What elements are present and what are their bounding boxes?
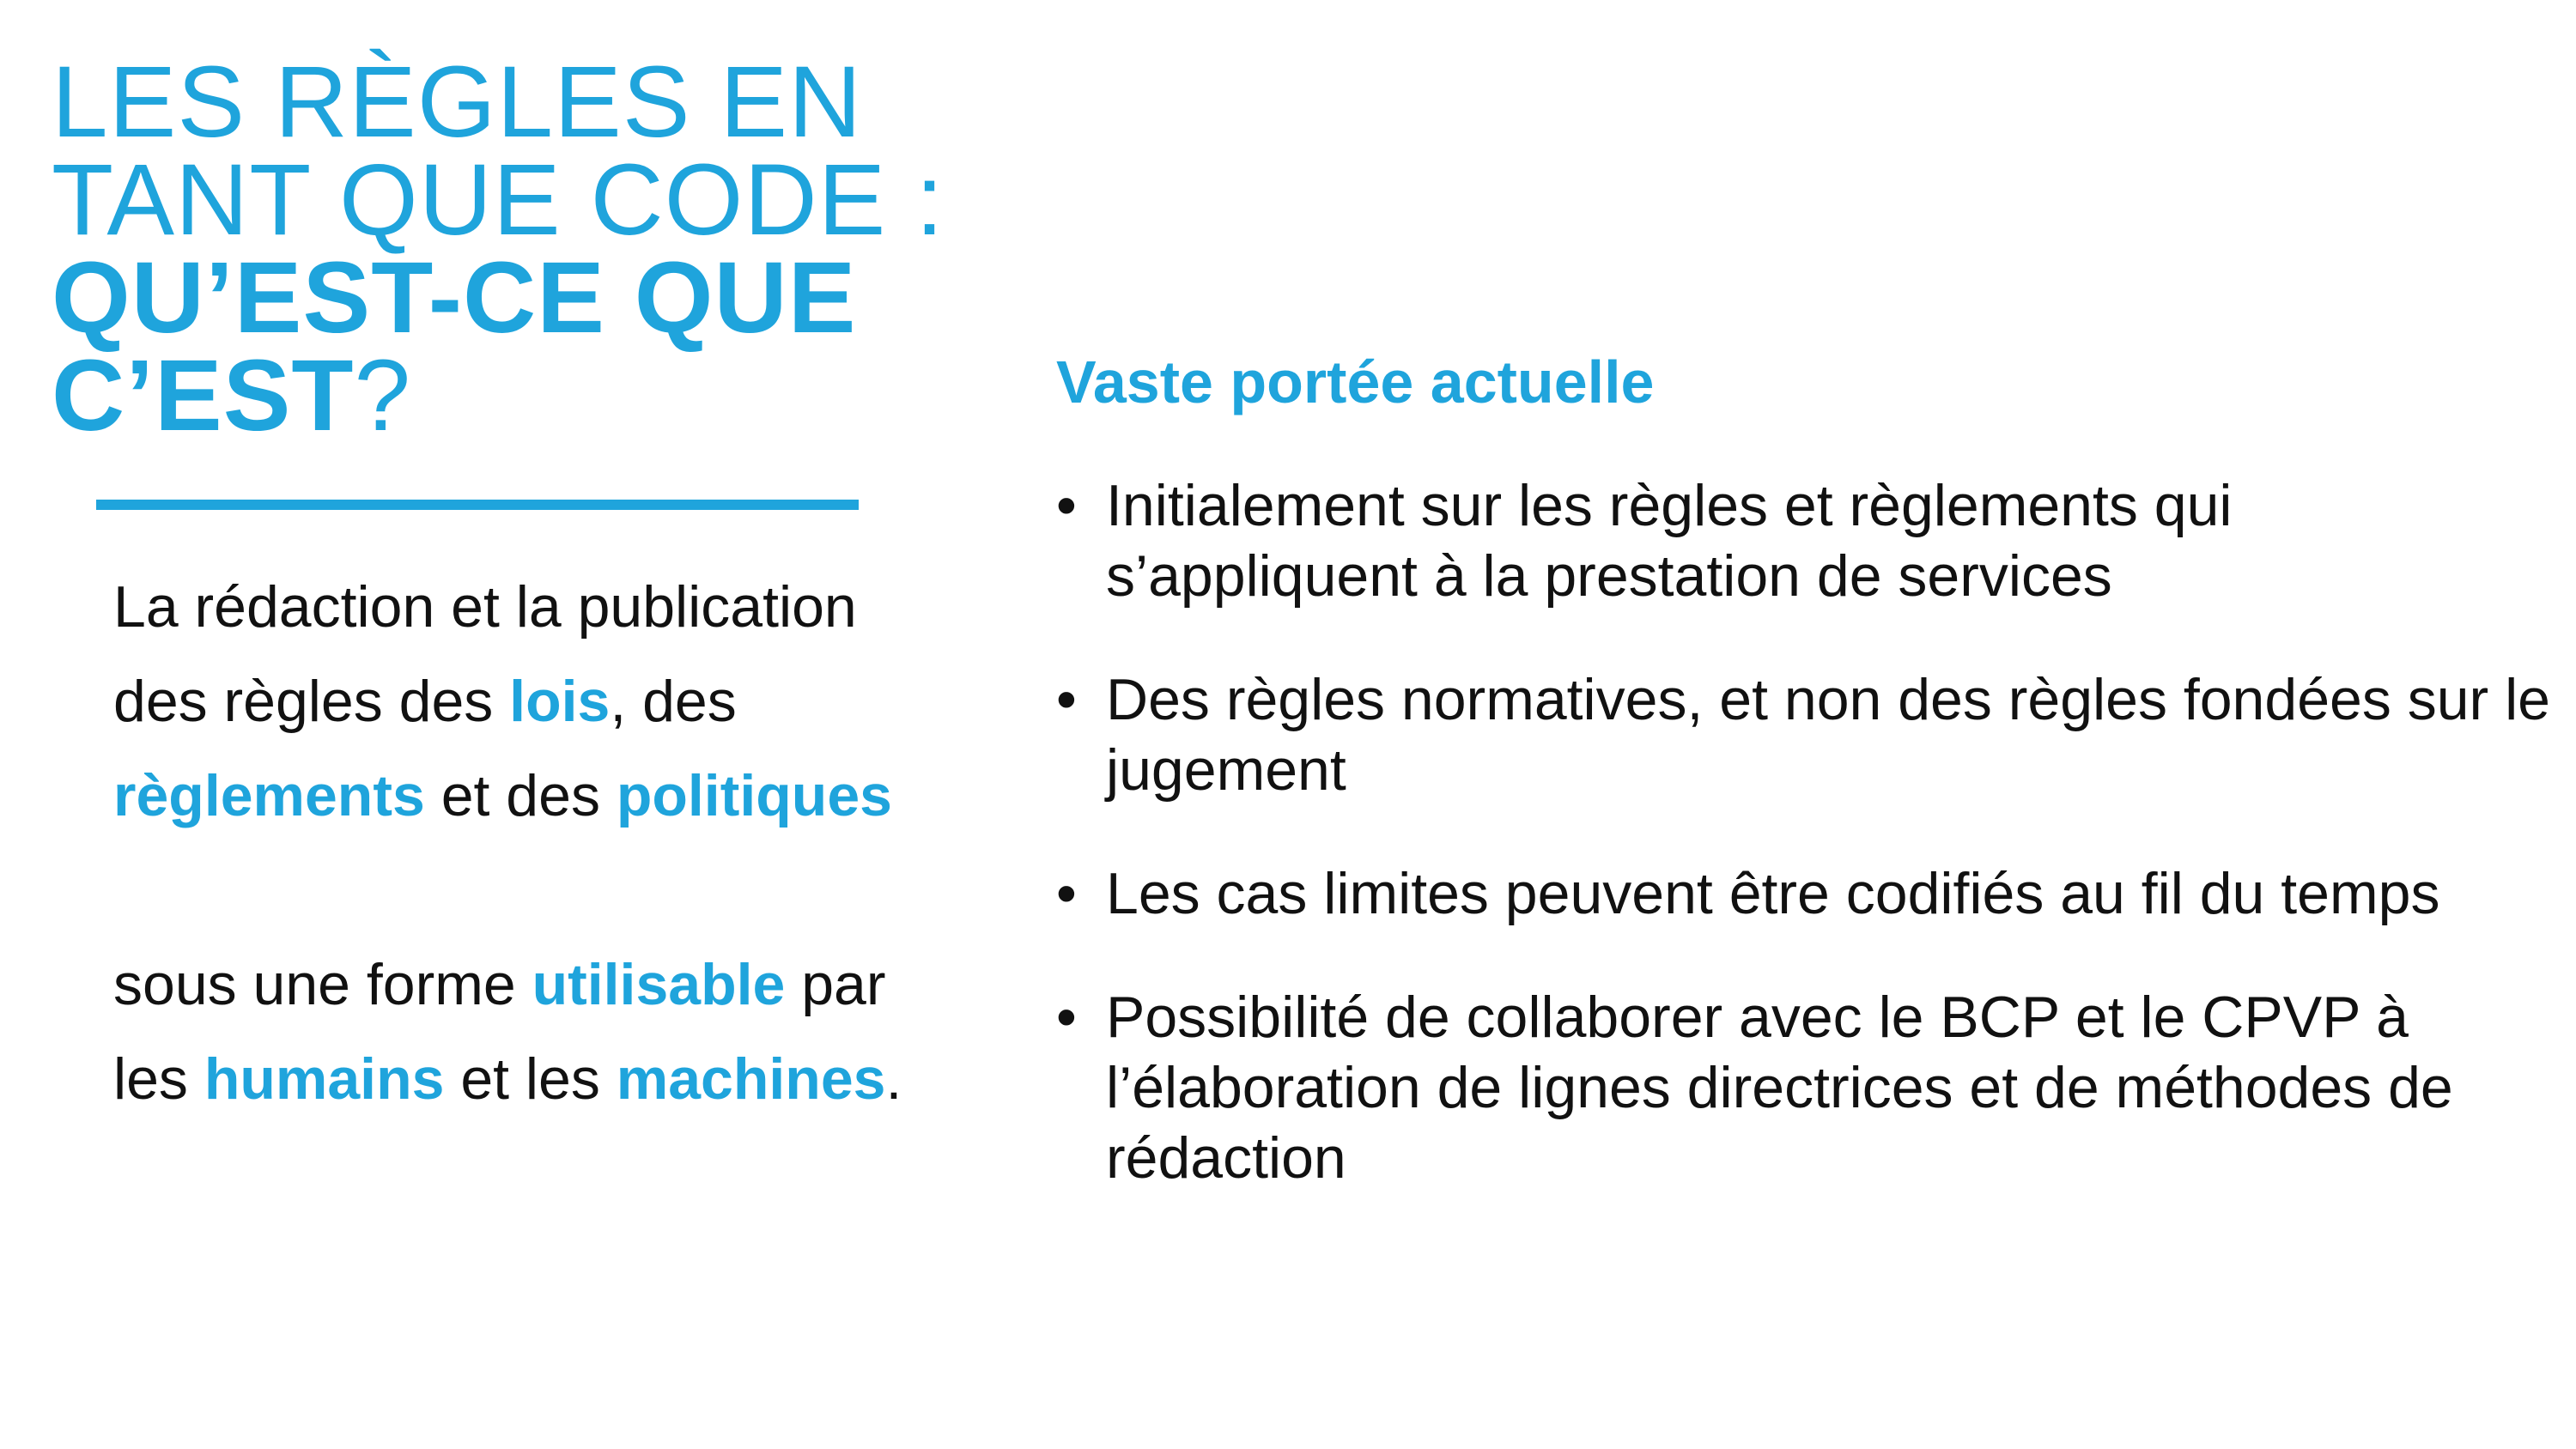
keyword-machines: machines	[616, 1046, 886, 1112]
keyword-utilisable: utilisable	[532, 952, 786, 1017]
text-span: et les	[444, 1046, 617, 1112]
definition-text	[113, 560, 920, 1126]
scope-bullet-list	[1056, 470, 2559, 1246]
bullet-dot-icon: •	[1056, 473, 1077, 538]
slide-title	[52, 45, 996, 452]
text-span: La rédaction et la publication des règles des	[113, 574, 857, 734]
bullet-text: Des règles normatives, et non des règles fondées sur le jugement	[1106, 667, 2551, 803]
text-span: et des	[424, 763, 617, 828]
text-span: , des	[610, 669, 737, 734]
bullet-dot-icon: •	[1056, 985, 1077, 1050]
definition-paragraph-1	[113, 560, 920, 843]
title-line-3: QU’EST-CE QUE	[52, 241, 857, 355]
title-line-4	[52, 339, 996, 452]
bullet-text: Possibilité de collaborer avec le BCP et le CPVP à l’élaboration de lignes directrices et de méthodes de rédaction	[1106, 985, 2453, 1191]
bullet-item	[1056, 982, 2559, 1193]
section-subheading: Vaste portée actuelle	[1056, 349, 1655, 415]
keyword-lois: lois	[509, 669, 611, 734]
definition-paragraph-2	[113, 937, 920, 1126]
bullet-dot-icon: •	[1056, 861, 1077, 926]
bullet-dot-icon: •	[1056, 667, 1077, 732]
bullet-text: Les cas limites peuvent être codifiés au fil du temps	[1106, 861, 2440, 926]
keyword-humains: humains	[204, 1046, 445, 1112]
bullet-item	[1056, 470, 2559, 611]
bullet-item	[1056, 664, 2559, 805]
title-line-1: LES RÈGLES EN	[52, 45, 863, 159]
title-line-2: TANT QUE CODE :	[52, 143, 945, 257]
text-span: sous une forme	[113, 952, 532, 1017]
keyword-politiques: politiques	[616, 763, 892, 828]
text-span: par les	[113, 952, 886, 1112]
title-divider	[96, 500, 859, 510]
text-span: .	[885, 1046, 902, 1112]
title-line-4-end: ?	[354, 339, 412, 452]
bullet-text: Initialement sur les règles et règlements qui s’appliquent à la prestation de services	[1106, 473, 2233, 609]
paragraph-gap	[113, 843, 920, 937]
bullet-item	[1056, 858, 2559, 929]
title-line-4-bold: C’EST	[52, 339, 355, 452]
keyword-reglements: règlements	[113, 763, 425, 828]
